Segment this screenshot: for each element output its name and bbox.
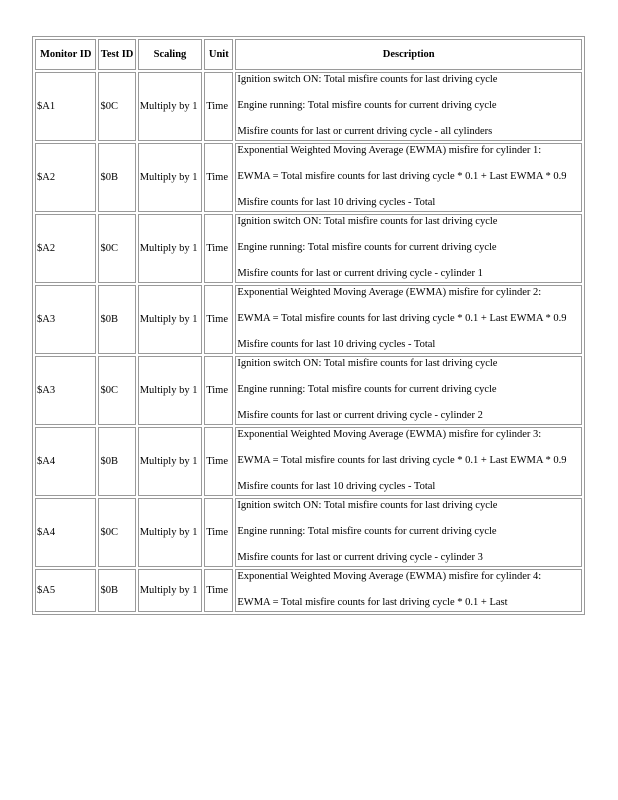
header-description: Description xyxy=(235,39,582,70)
description-paragraph: Exponential Weighted Moving Average (EWMA) misfire for cylinder 4: xyxy=(237,571,542,582)
unit-cell: Time xyxy=(204,498,233,567)
description-paragraph: Engine running: Total misfire counts for current driving cycle xyxy=(237,242,497,253)
description-paragraph: Misfire counts for last or current driving cycle - cylinder 3 xyxy=(237,552,483,563)
monitor-id-cell: $A3 xyxy=(35,285,96,354)
scaling-cell: Multiply by 1 xyxy=(138,214,202,283)
test-id-cell: $0B xyxy=(98,285,135,354)
unit-cell: Time xyxy=(204,285,233,354)
description-paragraph: EWMA = Total misfire counts for last driving cycle * 0.1 + Last EWMA * 0.9 xyxy=(237,313,567,324)
description-paragraph: Exponential Weighted Moving Average (EWMA) misfire for cylinder 3: xyxy=(237,429,542,440)
scaling-cell: Multiply by 1 xyxy=(138,356,202,425)
paragraph-gap xyxy=(237,538,580,551)
table-row xyxy=(35,569,582,612)
table-row xyxy=(35,427,582,496)
description-paragraph: Exponential Weighted Moving Average (EWMA) misfire for cylinder 1: xyxy=(237,145,542,156)
header-unit: Unit xyxy=(204,39,233,70)
table-row xyxy=(35,143,582,212)
description-paragraph: EWMA = Total misfire counts for last driving cycle * 0.1 + Last xyxy=(237,597,508,608)
description-paragraph: Misfire counts for last or current driving cycle - cylinder 2 xyxy=(237,410,483,421)
test-id-cell: $0B xyxy=(98,143,135,212)
description-cell xyxy=(235,214,582,283)
description-paragraph: EWMA = Total misfire counts for last driving cycle * 0.1 + Last EWMA * 0.9 xyxy=(237,455,567,466)
paragraph-gap xyxy=(237,86,580,99)
paragraph-gap xyxy=(237,112,580,125)
table-row xyxy=(35,72,582,141)
test-id-cell: $0C xyxy=(98,356,135,425)
description-paragraph: Engine running: Total misfire counts for current driving cycle xyxy=(237,526,497,537)
description-cell xyxy=(235,72,582,141)
unit-cell: Time xyxy=(204,72,233,141)
description-paragraph: Ignition switch ON: Total misfire counts for last driving cycle xyxy=(237,216,498,227)
description-paragraph: Ignition switch ON: Total misfire counts for last driving cycle xyxy=(237,358,498,369)
paragraph-gap xyxy=(237,583,580,596)
monitor-id-cell: $A4 xyxy=(35,498,96,567)
monitor-id-cell: $A1 xyxy=(35,72,96,141)
monitor-id-cell: $A4 xyxy=(35,427,96,496)
paragraph-gap xyxy=(237,325,580,338)
scaling-cell: Multiply by 1 xyxy=(138,427,202,496)
paragraph-gap xyxy=(237,228,580,241)
table-row xyxy=(35,356,582,425)
unit-cell: Time xyxy=(204,356,233,425)
monitor-id-cell: $A3 xyxy=(35,356,96,425)
scaling-cell: Multiply by 1 xyxy=(138,285,202,354)
paragraph-gap xyxy=(237,441,580,454)
monitor-table xyxy=(32,36,585,615)
paragraph-gap xyxy=(237,396,580,409)
table-row xyxy=(35,214,582,283)
unit-cell: Time xyxy=(204,427,233,496)
test-id-cell: $0B xyxy=(98,427,135,496)
paragraph-gap xyxy=(237,370,580,383)
paragraph-gap xyxy=(237,299,580,312)
paragraph-gap xyxy=(237,183,580,196)
description-paragraph: Engine running: Total misfire counts for current driving cycle xyxy=(237,100,497,111)
scaling-cell: Multiply by 1 xyxy=(138,72,202,141)
paragraph-gap xyxy=(237,157,580,170)
description-paragraph: Misfire counts for last or current driving cycle - all cylinders xyxy=(237,126,493,137)
monitor-id-cell: $A2 xyxy=(35,214,96,283)
unit-cell: Time xyxy=(204,214,233,283)
description-paragraph: Misfire counts for last 10 driving cycles - Total xyxy=(237,197,436,208)
paragraph-gap xyxy=(237,467,580,480)
description-cell xyxy=(235,143,582,212)
description-cell xyxy=(235,498,582,567)
description-paragraph: Misfire counts for last 10 driving cycles - Total xyxy=(237,339,436,350)
description-paragraph: EWMA = Total misfire counts for last driving cycle * 0.1 + Last EWMA * 0.9 xyxy=(237,171,567,182)
description-cell xyxy=(235,356,582,425)
paragraph-gap xyxy=(237,512,580,525)
test-id-cell: $0C xyxy=(98,72,135,141)
header-monitor-id: Monitor ID xyxy=(35,39,96,70)
table-row xyxy=(35,498,582,567)
description-cell xyxy=(235,285,582,354)
monitor-id-cell: $A2 xyxy=(35,143,96,212)
description-cell xyxy=(235,427,582,496)
scaling-cell: Multiply by 1 xyxy=(138,498,202,567)
description-cell xyxy=(235,569,582,612)
unit-cell: Time xyxy=(204,143,233,212)
scaling-cell: Multiply by 1 xyxy=(138,569,202,612)
description-paragraph: Misfire counts for last or current driving cycle - cylinder 1 xyxy=(237,268,483,279)
test-id-cell: $0C xyxy=(98,214,135,283)
unit-cell: Time xyxy=(204,569,233,612)
scaling-cell: Multiply by 1 xyxy=(138,143,202,212)
monitor-table-container xyxy=(32,36,585,738)
test-id-cell: $0B xyxy=(98,569,135,612)
test-id-cell: $0C xyxy=(98,498,135,567)
header-scaling: Scaling xyxy=(138,39,202,70)
description-paragraph: Ignition switch ON: Total misfire counts for last driving cycle xyxy=(237,74,498,85)
description-paragraph: Engine running: Total misfire counts for current driving cycle xyxy=(237,384,497,395)
header-test-id: Test ID xyxy=(98,39,135,70)
description-paragraph: Ignition switch ON: Total misfire counts for last driving cycle xyxy=(237,500,498,511)
monitor-id-cell: $A5 xyxy=(35,569,96,612)
table-header-row xyxy=(35,39,582,70)
description-paragraph: Exponential Weighted Moving Average (EWMA) misfire for cylinder 2: xyxy=(237,287,542,298)
paragraph-gap xyxy=(237,254,580,267)
table-row xyxy=(35,285,582,354)
description-paragraph: Misfire counts for last 10 driving cycles - Total xyxy=(237,481,436,492)
